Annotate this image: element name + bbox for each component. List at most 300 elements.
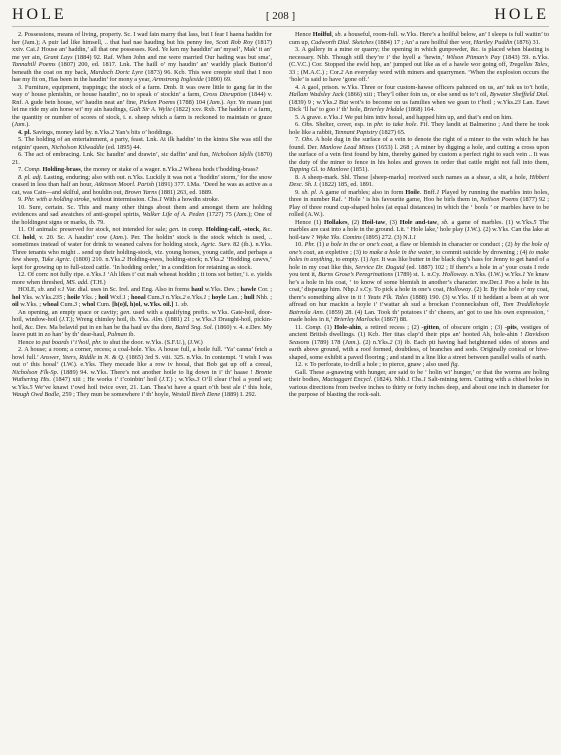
entry-text: 1 [423,376,427,383]
entry-text: to take hole [385,121,417,128]
entry-text: Idylls [239,151,254,158]
entry-text: Burns [318,271,334,278]
entry-text: to [318,166,327,173]
entry-text: Westall [171,391,190,398]
entry-text: Bairnsla Ann. [289,308,325,316]
entry-text: Bnff. [421,188,437,196]
entry-text: w.Yks. Dev. ; [203,286,241,293]
entry-text: (1789) 178 ( [309,338,345,346]
entry-text: Yks. Comins [330,233,362,241]
entry-text: , to commit suicide by drowning ; (4) [432,248,530,256]
entry-text: 5. The holding of an entertainment, a party, feast. [18,136,145,143]
dictionary-entry [12,84,272,129]
entry-text: hoil [98,293,109,301]
dictionary-entry [289,121,549,136]
entry-text: Tom Treddlehoyle [502,301,549,308]
entry-text: Galt [129,106,141,113]
entry-text: . n.Yks. (I.W.) w.Yks. [466,271,523,278]
entry-text: w.Yks. (S.F.U.), (J.W.) [143,338,203,346]
entry-text: , (3) [385,218,400,226]
entry-text: Comp. [24,166,41,173]
entry-text: , [59,353,63,361]
entry-text: (1881) 263, ed. 1889. [156,188,213,196]
entry-text: 1 [158,196,163,203]
entry-text: 1 [406,376,410,383]
entry-text: (1884) 92. Raf. When John and me were married Our hading was but sma’, [72,53,272,61]
entry-text: , a retired recess ; (2) [360,323,422,331]
entry-text: (1866) xiii ; They’l other foin us, or else send us to’t oil, [343,91,490,98]
entry-text: 23 [514,98,521,106]
entry-text: (1) Ayr. It was like butter in the black dog’s hass for Jenny to get hand of a hole in my coat like this, [289,256,549,271]
entry-text: Holloway [442,271,467,278]
dictionary-entry [12,166,272,174]
entry-text: Life of A. Peden [162,211,205,218]
entry-text: Savings, money laid by. n.Yks. [31,128,111,136]
entry-text: Grant [43,53,59,61]
entry-text: Agric. [55,256,72,263]
entry-text: Wuthering Hts. [12,376,51,383]
entry-text: ). Ayr. Ye maun just let me ride my ain horse wi’ my ain haudings, [12,98,272,113]
entry-text: (T.H.) [88,278,106,286]
entry-text: 3 [213,316,217,323]
entry-text: (1727) 75 ( [204,211,237,218]
entry-text: , [88,338,93,346]
entry-text: Cudworth [310,38,337,46]
entry-text: (1888) 190. (3) w.Yks. If it heddant a been at ah wor affread on hur mackin a hoyle i’ t’wattar ah sud a brockan t’conneckshun off, [289,293,549,308]
entry-text: 1 [36,46,40,53]
entry-text: 11. Of animals: preserved for stock, not intended for sale; [18,226,170,233]
entry-text: (1881) 21 ; w.Yks. [163,316,214,323]
entry-text: Chs. [146,196,159,203]
entry-text: 3 [161,293,165,301]
dictionary-entry [289,369,549,399]
entry-text: Sng. Sol. [190,323,214,331]
entry-text: , of obscure origin ; (3) [438,323,505,331]
entry-text: , to empty. [332,256,360,263]
entry-text: Poems [501,196,519,203]
entry-text: 3 [196,376,200,383]
entry-text: Wheea hods t’hodding-brass? [182,166,259,173]
entry-text: (1) w.Yks. [503,218,534,226]
entry-text: With a howdin stroke. [162,196,220,203]
entry-text: Neilson [480,196,500,203]
entry-text: (1827) 65. [377,128,406,136]
entry-text: Shelter, cover, esp. in [313,121,374,128]
entry-text: Poems [158,98,176,106]
entry-text: Irkdale [385,106,405,113]
entry-text: An everyday word with miners and quarrymen. ‘When the explosion occurs the ‘hole’ is said to have ‘gone off.’ [289,68,549,83]
entry-text: Lan. Eawt Dick ’ll ha’ to goo i’ th’ hole, [289,98,549,113]
entry-text: -gitten [421,323,439,331]
entry-text: Nhb. ; [254,293,272,301]
entry-text: 1 [355,286,359,293]
entry-text: Hence [295,31,313,38]
entry-text: sb. [181,301,189,308]
entry-text: (ed. 1895) 44. [104,143,142,151]
entry-text: hold [22,233,35,241]
entry-text: Ye knaw he’s a hole in his coat, ‘ to know of some blemish in another’s character. nw.Der. [289,271,549,286]
entry-text: (1) [321,323,335,331]
right-column [289,31,549,753]
entry-text: 12. Of corn: not fully ripe. [18,271,85,278]
entry-text: Tennant [334,128,355,136]
entry-text: e.Yks. [322,113,340,121]
entry-text: . (2) Ir. By the hole o’ my coat, there’s something alive in it ! [289,286,549,301]
entry-text: , 259 ; They mun be somewhere i’ th’ hoyle, [59,391,172,398]
entry-text: (1851). [348,166,369,173]
entry-text: Encycl. [353,376,373,383]
entry-text: Gl. [311,166,319,173]
entry-text: ); One of the holdingest signs or marks, ib. 79. [12,211,272,226]
entry-text: Wilson [446,53,464,61]
entry-text: Flk-Sp. [40,368,59,376]
entry-text: J.T. [161,376,171,383]
entry-text: Nicholson [211,151,238,158]
entry-text: (1890) 69. [203,76,232,83]
entry-text: A hole dug in the surface of a vein to denote the right of a miner to the vein which he has found. [289,136,549,151]
entry-text: (1876) 31. [512,38,541,46]
entry-text: , v. 20. [34,233,55,241]
entry-text: w.Yks. ; [18,301,43,308]
entry-text: 1 [122,293,126,301]
entry-text: -pits [504,323,517,331]
entry-text: Pulman [107,331,127,338]
entry-text: Answer [40,353,60,361]
entry-text: Lnk. At ilk haddin’ in the kintra She was still the reignin’ queen, [12,136,272,151]
entry-text: To perforate, to drill a hole ; to pierce, gnaw ; also used [308,361,451,368]
entry-text: (1860) v. 4. e.Dev. My leave putt in zo han’ by th’ dear-haul, [12,323,272,338]
entry-text: with a holding stroke [36,196,90,203]
entry-text: 1 [436,188,440,196]
dictionary-entry [289,361,549,369]
header-left-headword: HOLE [12,6,67,23]
entry-text: (1788) 104 ( [175,98,210,106]
entry-text: 4. pl. [18,128,32,136]
entry-text: 2 [111,128,115,136]
entry-text: O’ll clear t’hol a yond set; w.Yks. [12,376,272,391]
entry-text: (1844) v. Rnf. A gude bein house, wi’ haudin neat an’ fine, [12,91,272,106]
page-number: [ 208 ] [265,10,296,22]
entry-text: Mactaggart [322,376,352,383]
entry-text: Brierley [333,316,355,323]
entry-text: Scott [215,38,229,46]
entry-text: (1) Kcb. Her titas clap’d their pips an’ hooted Ah, hole-ahin ! [355,331,525,338]
entry-text: v. [57,286,62,293]
entry-text: Bywater [489,91,511,98]
entry-text: 2 [333,98,338,106]
entry-text: A game of marbles; also in form [317,188,406,196]
entry-text: n.Yks. [164,293,183,301]
entry-text: ; [62,293,68,301]
dictionary-entry [12,286,272,309]
entry-text: Jam. [344,338,358,346]
entry-text: Holding-calf, -stock [205,226,260,233]
entry-text: 1 [203,293,207,301]
entry-text: [h(o)l, h)ol, w.Yks. oil.] [112,301,174,308]
entry-text: (1891) 377. I.Ma. ‘Deed he was as active as a cat, was Cain—and skilful, and houldin out, [12,181,272,196]
entry-text: We put him intiv hooal, and happed him up, and that’s end on him. [343,113,513,121]
entry-text: 3 [74,301,78,308]
entry-text: hoyle [211,293,226,301]
entry-text: sb. pl. [301,188,318,196]
entry-text: 1 [102,271,106,278]
entry-text: . [416,121,418,128]
entry-text: , an expletive ; (3) [314,248,363,256]
entry-text: Birch Dene [191,391,221,398]
dictionary-entry [12,271,272,286]
dictionary-entry [12,309,272,339]
entry-text: used with a qualifying prefix. [130,308,210,316]
columns [12,31,549,753]
entry-text: Lasting, enduring; also with out. [42,173,127,181]
entry-text: Lan. ; [225,293,244,301]
entry-text: Holding-ewes, holding-stock; n.Yks. [124,256,222,263]
entry-text: and [45,286,58,293]
entry-text: (1884) 17 ; An’ a rare hoilful ther wor, [373,38,474,46]
entry-text: We’ve knawi t’owd hoil twice over, 21. Lan. Thea’st have a quart o’th best ale i’ this hole, [32,383,272,391]
entry-text: Phr. [304,241,315,248]
entry-text: Holloway [446,286,472,293]
entry-text: hoile [67,293,81,301]
entry-text: Var. dial. uses in Sc. Irel. and Eng. Also in forms [64,286,192,293]
entry-text: e.Yks. [185,293,204,301]
entry-text: Hoilful [312,31,332,38]
entry-text: sb. [441,218,449,226]
entry-text: , without intermission. [89,196,147,203]
entry-text: , &c. Cf. [12,226,272,241]
dictionary-entry [12,31,272,84]
entry-text: House an’ haddin,’ all that one possesses. Ked. Ye ken my hauddin’ an’ mysel’, Mak’ it an’ me yer ain, [12,46,272,61]
entry-text: Nhb. Though still they’re i’ the hyell a ‘hewin,’ [314,53,447,61]
entry-text: Waugh [12,391,30,398]
entry-text: in [179,226,189,233]
entry-text: Tregellas [509,61,533,68]
entry-text: Yeers, Riddle [62,353,96,361]
entry-text: Sheffield Dial. [512,91,549,98]
entry-text: 9. [18,196,25,203]
entry-text: (1865) 3rd S. viii. 325. n.Yks. In contempt. ‘I wish I was out o’ this hooal’ (I.W.). e.Yks. They mecade like a row iv hooal, that Bob gat up off a creeal, [12,353,272,368]
entry-text: Ingleside [180,76,204,83]
entry-text: ; [77,301,83,308]
entry-text: Sc. A haudin’ cow ( [54,233,113,241]
entry-text: J.T. [61,316,71,323]
entry-text: fig. [450,361,460,368]
entry-text: Hallam [289,91,308,98]
entry-text: hooal [131,293,146,301]
entry-text: Picken [139,98,157,106]
entry-text: to put boards i’ t’hoil [35,338,89,346]
entry-text: Agric. Surv. [201,241,232,248]
entry-text: Tales [534,61,548,68]
entry-text: Hollakes [323,218,348,226]
entry-text: Brown [124,188,142,196]
dictionary-entry [12,346,272,399]
entry-text: hawle [240,286,257,293]
entry-text: (1824). Nhb. [372,376,407,383]
entry-text: (1868) 164. [404,106,436,113]
entry-text: Nicholson [12,368,38,376]
entry-text: 2. Possessions, means of living, property. [18,31,123,38]
entry-text: Walker [142,211,161,218]
entry-text: hol [12,293,21,301]
entry-text: n.Yks. Luckily it was not a ‘hoddin’ storm,’ for the snow ceased in less than half an hour, [12,173,272,188]
entry-text: (1889) I. 292. [220,391,257,398]
entry-text: phr. [92,338,102,346]
entry-text: Cum. [145,293,162,301]
entry-text: a hole in the or one’s coat [325,241,393,248]
entry-text: 2 [121,256,125,263]
entry-text: Brierley [363,106,385,113]
entry-text: ; [125,293,131,301]
dictionary-entry [289,46,549,84]
entry-text: (1789) st. 1. n.Cy. [393,271,443,278]
entry-text: , [437,218,442,226]
dictionary-entry [289,241,549,324]
dictionary-entry [289,136,549,174]
entry-text: ib. [126,331,135,338]
entry-text: Wyke [315,233,329,241]
entry-text: Atkinson [94,181,117,188]
entry-text: 3. Furniture, equipment, trappings; the stock of a farm. [18,83,162,91]
dictionary-entry [289,174,549,189]
entry-text: 2 [221,256,225,263]
entry-text: Doric Lyre [115,68,144,76]
entry-text: ; [206,293,212,301]
entry-text: phr. [373,121,384,128]
entry-text: Cross [202,91,218,98]
entry-text: Gall. These a-gnawing with hunger, are said to be ‘ holin wi’ hunger,’ or that the worms are holing their bodies, [289,368,549,383]
entry-text: But wot’s to become on us families when we goan to t’hoil ; w.Yks. [337,98,515,106]
entry-text: Tuke [41,256,54,263]
entry-text: Tannahill [12,61,36,68]
entry-text: haul [191,286,204,293]
entry-text: 1 [522,271,526,278]
entry-text: , the money or stake of a wager. [80,166,161,173]
entry-text: Yan’s bits o’ hoddings. [114,128,173,136]
entry-text: Disruption [219,91,247,98]
entry-text: Draught-hoil, pickin-hoil, &c. Dev. Ma belavid put in en han be tha haul uv tha dore, [12,316,272,331]
entry-text: , a flaw or blemish in character or conduct ; (2) [392,241,515,248]
entry-text: sb. [334,31,343,38]
entry-text: w.Yks. Here’s a hoilful below, an’ I sleeps is full waitin’ to cum up, [289,31,549,46]
entry-text: N. & Q. [104,353,125,361]
entry-text: (1847) xiii ; He works i’ t’coinbin’ hoil ( [50,376,162,383]
entry-text: (1653) l. 268 ; A miner by digging a hole, and cutting a cross upon the surface of a vein first found by him, thereby gained by custom a perfect right to such vein .. It was the duty of the miner to fence in his holes and groves in order that cattle might not fall into them, [289,143,549,166]
entry-text: 2 [178,166,183,173]
entry-text: Dial. Sketches [337,38,374,46]
entry-text: 8. pl. adj. [18,173,43,181]
entry-text: An opening, an empty space or cavity; [18,308,121,316]
entry-text: 9. [295,188,302,196]
entry-text: Lead Mines [343,143,374,151]
entry-text: oil [12,301,19,308]
entry-text: , vestiges of ancient British dwellings. [289,323,549,338]
entry-text: 5 [533,218,537,226]
entry-text: 2. A house; a room; a corner, recess; a coal-hole. [18,346,143,353]
entry-text: 11. [295,323,306,331]
entry-text: by the hole of one’s coat [289,241,549,256]
entry-text: Hoil-taw [361,218,386,226]
entry-text: ) ; w.Yks. [170,376,197,383]
entry-text: Salt-mining term. Cutting with a chisel holes in various directions from twelve inches to thirty or forty inches deep, and about one inch in diameter for the purpose of blasting the rock-salt. [289,376,549,398]
entry-text: Jam. [14,121,27,128]
entry-text: , [331,31,335,38]
entry-text: (1839) 9 ; w.Yks. [289,98,334,106]
entry-text: Played by running the marbles into holes, three in number Raf. ‘ Hole ’ is his favourite game, Hoo he birls them in, [289,188,549,203]
entry-text: Lays [60,53,73,61]
entry-text: Manlove [326,166,349,173]
dictionary-entry [289,31,549,46]
entry-text: 8. A sheep-mark. [295,173,339,181]
entry-text: Murdoch [90,68,114,76]
entry-text: ‘Ah likes t’ cut mah wheeat hoddin ; it tons sot better,’ i. e. yields more when threshed, [12,271,272,286]
entry-text: n.Yks. [160,166,179,173]
entry-text: Yeats [367,293,381,301]
entry-text: 12. [295,361,305,368]
entry-text: HOLE, [18,286,39,293]
entry-text: , 33 ; (M.A.C.) ; Cor. [289,61,549,76]
entry-text: Moorl. Parish [118,181,155,188]
dictionary-entry [289,219,549,242]
entry-text: Sc. This and many other things about them and amongst them are holding evidences and sad awatches of anti-gospel spirits, [12,203,272,218]
header-right-headword: HOLE [494,6,549,23]
entry-text: Wxf. [108,293,123,301]
entry-text: (1889) 94. w.Yks. There’s not another hoile to lig down in i’ th’ haase ! [58,368,256,376]
entry-text: ). (2) n.Yks. [357,338,390,346]
entry-text: Hartley [473,38,493,46]
entry-text: 3. A gallery in a mine or quarry; the opening in which gunpowder, &c. is placed when blasting is necessary. [289,46,549,61]
entry-text: w.Yks. Gate-hoil, door-hoil, window-hoil ( [12,308,272,323]
entry-text: 1 [412,233,417,241]
entry-text: Desc. Sh. I. [289,181,318,188]
entry-text: Nicholson [51,143,77,151]
dictionary-entry [289,189,549,219]
entry-text: Hence (1) [295,218,324,226]
entry-text: Fif. They landit at Balmerino ; And there he took hole like a rabbit, [289,121,549,136]
entry-text: Davidson [524,331,549,338]
entry-text: a houseful, room-full. [342,31,399,38]
entry-text: Hole and-taw [399,218,438,226]
entry-text: 6. The act of embracing. [18,151,81,158]
entry-text: Kilwuddie [78,143,105,151]
entry-text: Pitman’s Pay [466,53,501,61]
entry-text: Jam. [209,98,222,106]
entry-text: ‘Hodding cawvs,’ kept for growing up to full-sized cattle. ‘In hodding order,’ in a condition for retaining as stock. [12,256,272,271]
entry-text: whoal [42,301,59,308]
entry-text: Yks. w.Yks. [20,293,53,301]
entry-text: Phr. [24,196,35,203]
dictionary-entry [12,174,272,197]
entry-text: 2 [389,338,393,346]
dictionary-entry [289,114,549,122]
left-column [12,31,272,753]
entry-text: Yks. ; [80,293,99,301]
entry-text: w.Yks. Three or four custom-hawse officers pahnced on us, an’ tuk us to’t hoile, [339,83,549,91]
entry-text: to make a hole in the water [362,248,433,256]
entry-text: (1807) 200, ed. 1817. Lnk. The haill o’ my haudin’ an’ warldly plack Button’d beneath the coat on my back, [12,61,272,76]
entry-text: 5 [29,383,33,391]
dictionary-entry [12,196,272,204]
entry-text: Hence [18,338,36,346]
dictionary-entry [12,129,272,137]
entry-text: Marlocks [356,316,380,323]
entry-text: Wadsley Jack [309,91,344,98]
entry-text: hull [244,293,255,301]
entry-text: (1822) 185, ed. 1891. [317,181,374,188]
entry-text: (1800) 210. n.Yks. [71,256,122,263]
entry-text: Armstrong [152,76,180,83]
entry-text: Bronte [255,368,272,376]
